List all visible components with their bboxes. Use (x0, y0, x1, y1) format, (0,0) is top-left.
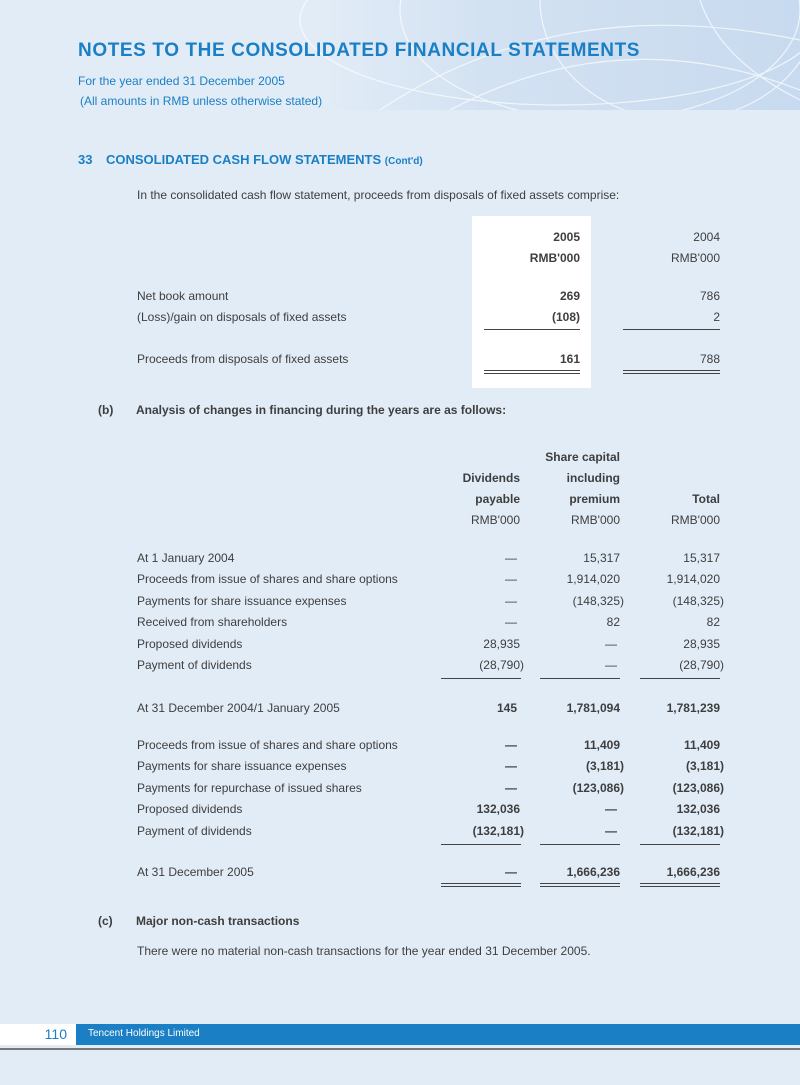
col-header-dividends: payable (475, 492, 520, 506)
cell-dividends: — (505, 594, 517, 608)
subsection-b-label: (b) (98, 403, 114, 417)
cell-total: 132,036 (676, 802, 720, 816)
cell-2005: 269 (559, 289, 580, 303)
footer-company: Tencent Holdings Limited (88, 1028, 200, 1039)
subsection-c-heading (98, 914, 299, 928)
page-title: NOTES TO THE CONSOLIDATED FINANCIAL STATEMENTS (78, 40, 641, 61)
cell-dividends: (28,790) (479, 658, 524, 672)
subsection-c-text: There were no material non-cash transactions for the year ended 31 December 2005. (137, 944, 591, 958)
col-header-dividends: Dividends (462, 471, 520, 485)
row-label: Received from shareholders (137, 615, 288, 629)
cell-dividends: 28,935 (483, 637, 520, 651)
cell-dividends: — (505, 615, 517, 629)
unit-dividends: RMB'000 (471, 513, 520, 527)
cell-share: 11,409 (583, 738, 620, 752)
subtotal-rule (623, 329, 720, 330)
row-label: Payments for share issuance expenses (137, 594, 347, 608)
cell-2004: 788 (699, 352, 720, 366)
cell-share: 1,914,020 (566, 572, 620, 586)
row-label: Payment of dividends (137, 824, 252, 838)
footer-page-box (0, 1024, 76, 1045)
row-label: At 1 January 2004 (137, 551, 235, 565)
cell-share: — (605, 802, 617, 816)
row-label: Proposed dividends (137, 637, 243, 651)
cell-share: — (605, 658, 617, 672)
row-label: Proposed dividends (137, 802, 243, 816)
total-double-rule (484, 370, 580, 374)
subsection-b-title: Analysis of changes in financing during the years are as follows: (136, 403, 507, 417)
total-double-rule (540, 883, 620, 887)
row-label: (Loss)/gain on disposals of fixed assets (137, 310, 347, 324)
cell-total: 82 (706, 615, 720, 629)
subsection-c-label: (c) (98, 914, 113, 928)
cell-dividends: — (505, 551, 517, 565)
subsection-c-title: Major non-cash transactions (136, 914, 300, 928)
subsection-b-heading (98, 403, 506, 417)
cell-2004: 2 (713, 310, 720, 324)
cell-share: 1,781,094 (566, 701, 620, 715)
col-header-share: Share capital (545, 450, 620, 464)
row-label: At 31 December 2004/1 January 2005 (137, 701, 340, 715)
cell-share: 1,666,236 (566, 865, 620, 879)
footer-rule (0, 1048, 800, 1050)
col-header-2004: 2004 (693, 230, 720, 244)
subtotal-rule (484, 329, 580, 330)
row-label: Proceeds from issue of shares and share options (137, 738, 398, 752)
section-number: 33 (78, 152, 93, 167)
row-label: Payment of dividends (137, 658, 252, 672)
subtotal-rule (640, 844, 720, 845)
row-label: Payments for repurchase of issued shares (137, 781, 362, 795)
col-header-total: Total (692, 492, 720, 506)
subtotal-rule (540, 678, 620, 679)
cell-total: 28,935 (683, 637, 720, 651)
subtotal-rule (540, 844, 620, 845)
cell-dividends: (132,181) (472, 824, 524, 838)
currency-note: (All amounts in RMB unless otherwise stated) (80, 94, 323, 108)
cell-share: — (605, 637, 617, 651)
row-label: Net book amount (137, 289, 229, 303)
cell-total: 1,914,020 (666, 572, 720, 586)
row-label: At 31 December 2005 (137, 865, 254, 879)
col-header-2005: 2005 (553, 230, 580, 244)
total-double-rule (623, 370, 720, 374)
unit-total: RMB'000 (671, 513, 720, 527)
row-label: Payments for share issuance expenses (137, 759, 347, 773)
cell-total: 11,409 (683, 738, 720, 752)
section-intro: In the consolidated cash flow statement, proceeds from disposals of fixed assets comprise: (137, 188, 620, 202)
cell-total: (123,086) (672, 781, 724, 795)
cell-dividends: — (505, 759, 517, 773)
cell-total: (28,790) (679, 658, 724, 672)
cell-total: 1,781,239 (666, 701, 720, 715)
cell-total: 1,666,236 (666, 865, 720, 879)
cell-dividends: — (505, 572, 517, 586)
cell-share: (3,181) (585, 759, 624, 773)
total-double-rule (640, 883, 720, 887)
cell-share: 82 (606, 615, 620, 629)
cell-dividends: — (505, 865, 517, 879)
unit-2005: RMB'000 (529, 251, 580, 265)
page-number: 110 (44, 1026, 67, 1042)
cell-share: (148,325) (572, 594, 624, 608)
section-heading (78, 152, 423, 167)
col-header-share: including (566, 471, 620, 485)
cell-total: (148,325) (672, 594, 724, 608)
row-label: Proceeds from issue of shares and share options (137, 572, 398, 586)
cell-total: (3,181) (685, 759, 724, 773)
cell-dividends: 145 (496, 701, 517, 715)
cell-share: — (605, 824, 617, 838)
cell-dividends: 132,036 (476, 802, 520, 816)
subtotal-rule (640, 678, 720, 679)
cell-total: 15,317 (683, 551, 720, 565)
cell-2004: 786 (699, 289, 720, 303)
row-label: Proceeds from disposals of fixed assets (137, 352, 349, 366)
cell-2005: (108) (551, 310, 580, 324)
subtotal-rule (441, 844, 521, 845)
unit-2004: RMB'000 (671, 251, 720, 265)
section-cont: (Cont'd) (384, 156, 423, 167)
cell-dividends: — (505, 781, 517, 795)
cell-2005: 161 (559, 352, 580, 366)
total-double-rule (441, 883, 521, 887)
section-title: CONSOLIDATED CASH FLOW STATEMENTS (106, 152, 382, 167)
period-subtitle: For the year ended 31 December 2005 (78, 74, 285, 88)
cell-share: 15,317 (583, 551, 620, 565)
subtotal-rule (441, 678, 521, 679)
cell-share: (123,086) (572, 781, 624, 795)
cell-total: (132,181) (672, 824, 724, 838)
cell-dividends: — (505, 738, 517, 752)
unit-share: RMB'000 (571, 513, 620, 527)
col-header-share: premium (569, 492, 620, 506)
